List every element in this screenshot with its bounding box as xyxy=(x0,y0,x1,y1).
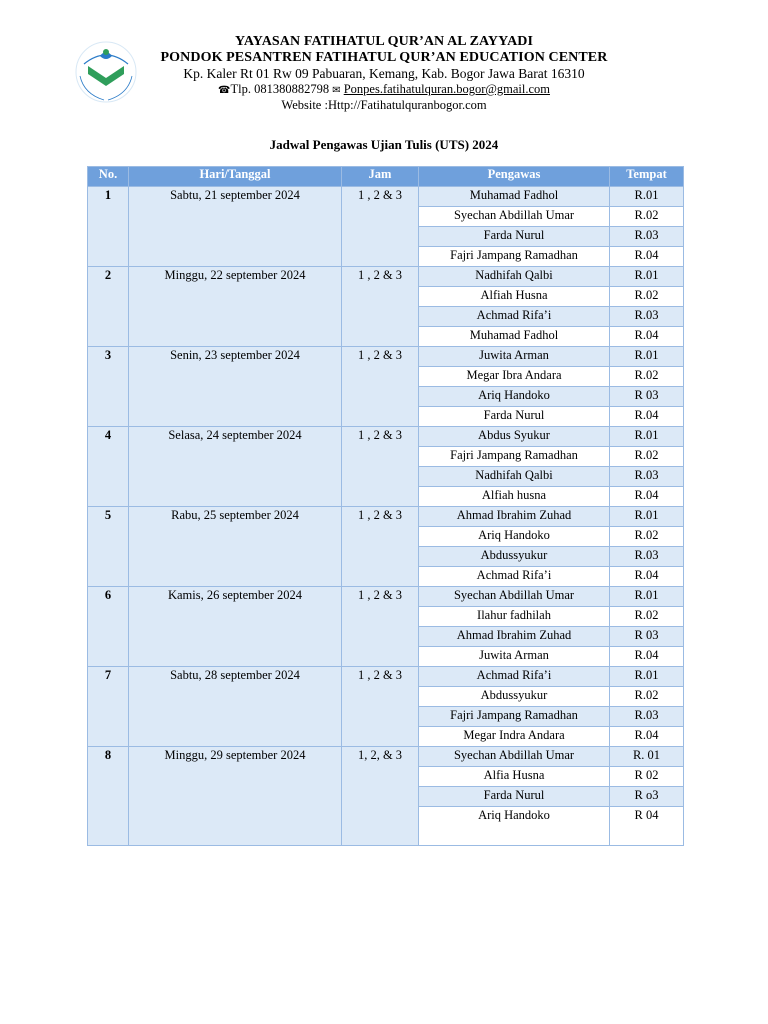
pengawas-cell: Ariq Handoko xyxy=(419,807,610,846)
day-date: Sabtu, 28 september 2024 xyxy=(129,667,342,747)
tempat-cell: R.02 xyxy=(610,527,684,547)
pengawas-cell: Syechan Abdillah Umar xyxy=(419,747,610,767)
tempat-cell: R.01 xyxy=(610,267,684,287)
school-name: PONDOK PESANTREN FATIHATUL QUR’AN EDUCATION CENTER xyxy=(160,50,608,65)
pengawas-cell: Muhamad Fadhol xyxy=(419,327,610,347)
pengawas-cell: Juwita Arman xyxy=(419,647,610,667)
day-jam: 1 , 2 & 3 xyxy=(342,347,419,427)
document-title: Jadwal Pengawas Ujian Tulis (UTS) 2024 xyxy=(269,137,499,152)
tempat-cell: R.02 xyxy=(610,607,684,627)
tempat-cell: R.03 xyxy=(610,547,684,567)
pengawas-cell: Farda Nurul xyxy=(419,787,610,807)
pengawas-cell: Syechan Abdillah Umar xyxy=(419,207,610,227)
tempat-cell: R.02 xyxy=(610,207,684,227)
tempat-cell: R.04 xyxy=(610,407,684,427)
table-row xyxy=(88,427,684,447)
day-jam: 1 , 2 & 3 xyxy=(342,267,419,347)
tempat-cell: R.01 xyxy=(610,667,684,687)
pengawas-cell: Fajri Jampang Ramadhan xyxy=(419,707,610,727)
address: Kp. Kaler Rt 01 Rw 09 Pabuaran, Kemang, Kab. Bogor Jawa Barat 16310 xyxy=(183,66,585,81)
tempat-cell: R.02 xyxy=(610,687,684,707)
pengawas-cell: Ilahur fadhilah xyxy=(419,607,610,627)
header-jam: Jam xyxy=(342,167,419,187)
day-date: Minggu, 29 september 2024 xyxy=(129,747,342,846)
pengawas-cell: Fajri Jampang Ramadhan xyxy=(419,247,610,267)
website[interactable]: Website :Http://Fatihatulquranbogor.com xyxy=(281,98,487,112)
pengawas-cell: Alfiah Husna xyxy=(419,287,610,307)
pengawas-cell: Abdus Syukur xyxy=(419,427,610,447)
supervisor-schedule-table xyxy=(87,166,684,846)
pengawas-cell: Achmad Rifa’i xyxy=(419,667,610,687)
day-jam: 1 , 2 & 3 xyxy=(342,427,419,507)
tempat-cell: R.04 xyxy=(610,567,684,587)
day-number: 2 xyxy=(88,267,129,347)
header-no: No. xyxy=(88,167,129,187)
day-jam: 1 , 2 & 3 xyxy=(342,667,419,747)
day-number: 1 xyxy=(88,187,129,267)
pengawas-cell: Ariq Handoko xyxy=(419,387,610,407)
tempat-cell: R 03 xyxy=(610,387,684,407)
table-row xyxy=(88,187,684,207)
day-date: Sabtu, 21 september 2024 xyxy=(129,187,342,267)
tempat-cell: R.02 xyxy=(610,287,684,307)
tempat-cell: R.02 xyxy=(610,447,684,467)
tempat-cell: R.04 xyxy=(610,487,684,507)
header-pengawas: Pengawas xyxy=(419,167,610,187)
tempat-cell: R o3 xyxy=(610,787,684,807)
tempat-cell: R.01 xyxy=(610,587,684,607)
email-link[interactable]: Ponpes.fatihatulquran.bogor@gmail.com xyxy=(343,82,550,96)
day-number: 3 xyxy=(88,347,129,427)
tempat-cell: R.04 xyxy=(610,647,684,667)
contact-line xyxy=(144,82,624,98)
pengawas-cell: Achmad Rifa’i xyxy=(419,307,610,327)
tempat-cell: R.03 xyxy=(610,307,684,327)
day-jam: 1 , 2 & 3 xyxy=(342,507,419,587)
pengawas-cell: Megar Indra Andara xyxy=(419,727,610,747)
day-date: Selasa, 24 september 2024 xyxy=(129,427,342,507)
pengawas-cell: Farda Nurul xyxy=(419,407,610,427)
pengawas-cell: Nadhifah Qalbi xyxy=(419,267,610,287)
letterhead-text xyxy=(144,34,624,112)
tempat-cell: R 03 xyxy=(610,627,684,647)
tempat-cell: R.01 xyxy=(610,507,684,527)
tempat-cell: R 04 xyxy=(610,807,684,846)
tempat-cell: R.03 xyxy=(610,707,684,727)
day-number: 5 xyxy=(88,507,129,587)
phone-icon: ☎ xyxy=(218,85,231,96)
tempat-cell: R.04 xyxy=(610,727,684,747)
table-row xyxy=(88,507,684,527)
tempat-cell: R.03 xyxy=(610,467,684,487)
pengawas-cell: Ahmad Ibrahim Zuhad xyxy=(419,627,610,647)
mail-icon: ✉ xyxy=(332,85,341,96)
table-row xyxy=(88,587,684,607)
tempat-cell: R. 01 xyxy=(610,747,684,767)
pengawas-cell: Alfia Husna xyxy=(419,767,610,787)
day-date: Senin, 23 september 2024 xyxy=(129,347,342,427)
tempat-cell: R.02 xyxy=(610,367,684,387)
day-number: 6 xyxy=(88,587,129,667)
pengawas-cell: Muhamad Fadhol xyxy=(419,187,610,207)
table-header-row xyxy=(88,167,684,187)
tempat-cell: R.04 xyxy=(610,247,684,267)
pengawas-cell: Nadhifah Qalbi xyxy=(419,467,610,487)
day-date: Minggu, 22 september 2024 xyxy=(129,267,342,347)
pengawas-cell: Alfiah husna xyxy=(419,487,610,507)
pengawas-cell: Fajri Jampang Ramadhan xyxy=(419,447,610,467)
tempat-cell: R.04 xyxy=(610,327,684,347)
day-number: 7 xyxy=(88,667,129,747)
table-body xyxy=(88,187,684,846)
day-date: Kamis, 26 september 2024 xyxy=(129,587,342,667)
table-row xyxy=(88,347,684,367)
day-number: 8 xyxy=(88,747,129,846)
header-date: Hari/Tanggal xyxy=(129,167,342,187)
letterhead xyxy=(70,32,710,112)
pengawas-cell: Megar Ibra Andara xyxy=(419,367,610,387)
table-row xyxy=(88,667,684,687)
pengawas-cell: Ariq Handoko xyxy=(419,527,610,547)
pengawas-cell: Syechan Abdillah Umar xyxy=(419,587,610,607)
table-row xyxy=(88,747,684,767)
pengawas-cell: Juwita Arman xyxy=(419,347,610,367)
day-jam: 1 , 2 & 3 xyxy=(342,187,419,267)
tempat-cell: R 02 xyxy=(610,767,684,787)
phone-number: Tlp. 081380882798 xyxy=(230,82,330,96)
pengawas-cell: Abdussyukur xyxy=(419,687,610,707)
day-jam: 1 , 2 & 3 xyxy=(342,587,419,667)
pengawas-cell: Abdussyukur xyxy=(419,547,610,567)
pengawas-cell: Farda Nurul xyxy=(419,227,610,247)
tempat-cell: R.03 xyxy=(610,227,684,247)
tempat-cell: R.01 xyxy=(610,187,684,207)
tempat-cell: R.01 xyxy=(610,427,684,447)
foundation-name: YAYASAN FATIHATUL QUR’AN AL ZAYYADI xyxy=(234,34,534,49)
pengawas-cell: Achmad Rifa’i xyxy=(419,567,610,587)
foundation-logo xyxy=(70,36,142,108)
day-number: 4 xyxy=(88,427,129,507)
header-tempat: Tempat xyxy=(610,167,684,187)
tempat-cell: R.01 xyxy=(610,347,684,367)
table-row xyxy=(88,267,684,287)
day-date: Rabu, 25 september 2024 xyxy=(129,507,342,587)
pengawas-cell: Ahmad Ibrahim Zuhad xyxy=(419,507,610,527)
day-jam: 1, 2, & 3 xyxy=(342,747,419,846)
